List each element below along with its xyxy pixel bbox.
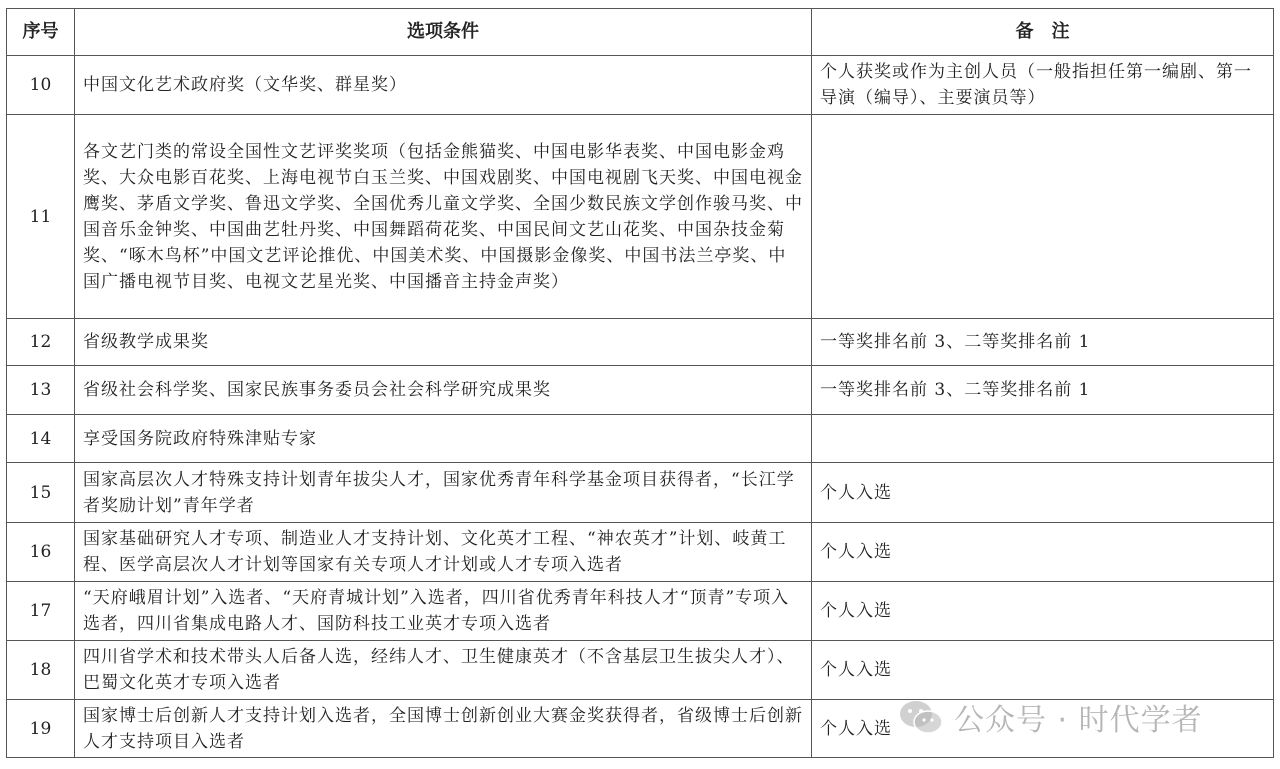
- row-num: 13: [7, 366, 75, 415]
- row-note: 个人入选: [812, 463, 1274, 523]
- row-condition: 国家博士后创新人才支持计划入选者，全国博士创新创业大赛金奖获得者，省级博士后创新人才支持项目入选者: [75, 700, 812, 758]
- row-num: 15: [7, 463, 75, 523]
- row-note: 一等奖排名前 3、二等奖排名前 1: [812, 319, 1274, 366]
- row-condition: 享受国务院政府特殊津贴专家: [75, 415, 812, 463]
- row-num: 14: [7, 415, 75, 463]
- row-note: 个人入选: [812, 523, 1274, 582]
- table-row: [7, 463, 1274, 523]
- row-condition: 中国文化艺术政府奖（文华奖、群星奖）: [75, 56, 812, 115]
- criteria-table: [6, 8, 1274, 758]
- table-row: [7, 366, 1274, 415]
- row-condition: 国家高层次人才特殊支持计划青年拔尖人才，国家优秀青年科学基金项目获得者，“长江学者奖励计划”青年学者: [75, 463, 812, 523]
- table-row: [7, 319, 1274, 366]
- row-note: 个人入选: [812, 582, 1274, 641]
- row-note: 个人获奖或作为主创人员（一般指担任第一编剧、第一导演（编导）、主要演员等）: [812, 56, 1274, 115]
- table-row: [7, 523, 1274, 582]
- table-row: [7, 641, 1274, 700]
- header-note: 备 注: [812, 9, 1274, 56]
- row-note: 个人入选: [812, 700, 1274, 758]
- row-condition: 四川省学术和技术带头人后备人选，经纬人才、卫生健康英才（不含基层卫生拔尖人才）、巴蜀文化英才专项入选者: [75, 641, 812, 700]
- row-note: [812, 415, 1274, 463]
- table-row: [7, 415, 1274, 463]
- row-num: 17: [7, 582, 75, 641]
- row-condition: 国家基础研究人才专项、制造业人才支持计划、文化英才工程、“神农英才”计划、岐黄工程、医学高层次人才计划等国家有关专项人才计划或人才专项入选者: [75, 523, 812, 582]
- wechat-icon: [898, 699, 944, 735]
- row-num: 10: [7, 56, 75, 115]
- header-condition: 选项条件: [75, 9, 812, 56]
- header-num: 序号: [7, 9, 75, 56]
- watermark-text: 公众号 · 时代学者: [954, 703, 1203, 738]
- row-note: [812, 115, 1274, 319]
- row-condition: 省级教学成果奖: [75, 319, 812, 366]
- row-num: 12: [7, 319, 75, 366]
- table-row: [7, 56, 1274, 115]
- header-row: [7, 9, 1274, 56]
- row-condition: “天府峨眉计划”入选者、“天府青城计划”入选者，四川省优秀青年科技人才“顶青”专项入选者，四川省集成电路人才、国防科技工业英才专项入选者: [75, 582, 812, 641]
- row-num: 19: [7, 700, 75, 758]
- row-num: 18: [7, 641, 75, 700]
- row-num: 16: [7, 523, 75, 582]
- row-num: 11: [7, 115, 75, 319]
- watermark: [898, 697, 1203, 737]
- table-row: [7, 582, 1274, 641]
- row-condition: 各文艺门类的常设全国性文艺评奖奖项（包括金熊猫奖、中国电影华表奖、中国电影金鸡奖、大众电影百花奖、上海电视节白玉兰奖、中国戏剧奖、中国电视剧飞天奖、中国电视金鹰奖、茅盾文学奖、鲁迅文学奖、全国优秀儿童文学奖、全国少数民族文学创作骏马奖、中国音乐金钟奖、中国曲艺牡丹奖、中国舞蹈荷花奖、中国民间文艺山花奖、中国杂技金菊奖、“啄木鸟杯”中国文艺评论推优、中国美术奖、中国摄影金像奖、中国书法兰亭奖、中国广播电视节目奖、电视文艺星光奖、中国播音主持金声奖）: [75, 115, 812, 319]
- row-note: 一等奖排名前 3、二等奖排名前 1: [812, 366, 1274, 415]
- row-note: 个人入选: [812, 641, 1274, 700]
- row-condition: 省级社会科学奖、国家民族事务委员会社会科学研究成果奖: [75, 366, 812, 415]
- table-row: [7, 115, 1274, 319]
